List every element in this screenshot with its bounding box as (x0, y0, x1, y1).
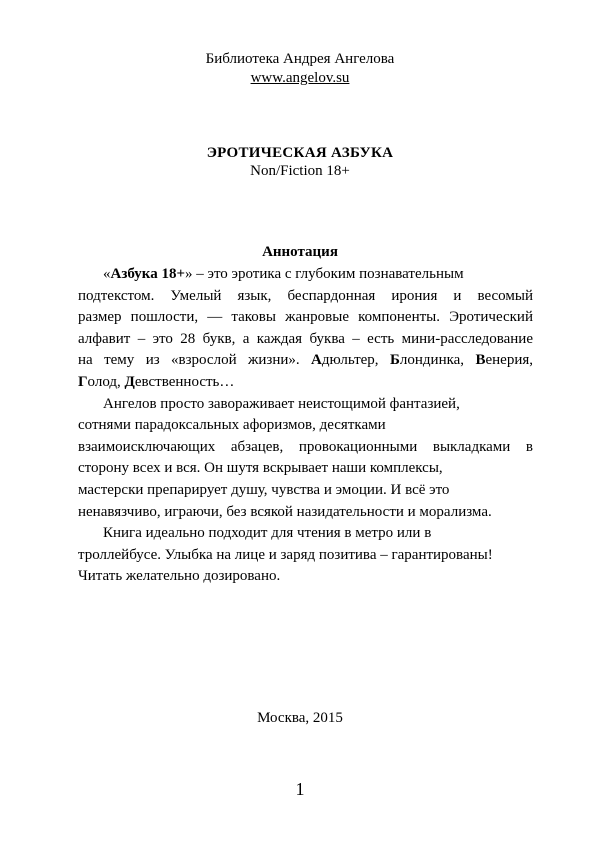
initial-letter-bold: Д (124, 373, 135, 390)
page-number: 1 (295, 779, 305, 799)
text-line: подтекстом. Умелый язык, беспардонная ирония и весомый (78, 287, 533, 304)
text-span: лондинка, (399, 352, 476, 369)
initial-letter-bold: Б (389, 352, 400, 369)
text-line: сотнями парадоксальных афоризмов, десятками (78, 417, 386, 434)
text-span: дюльтер, (321, 352, 390, 369)
text-line: взаимоисключающих абзацев, провокационными выкладками в (78, 438, 533, 455)
text-line: Читать желательно дозировано. (78, 568, 281, 585)
text-span: олод, (87, 373, 125, 390)
text-line (78, 350, 533, 372)
book-title: ЭРОТИЧЕСКАЯ АЗБУКА (206, 145, 394, 161)
text-span: енерия, (485, 352, 534, 369)
text-line: ненавязчиво, играючи, без всякой назидательности и морализма. (78, 503, 492, 520)
quote-open: « (103, 266, 111, 282)
paragraph-2 (78, 394, 533, 524)
initial-letter-bold: Г (78, 373, 88, 390)
text-line: мастерски препарирует душу, чувства и эмоции. И всё это (78, 481, 450, 498)
text-line: сторону всех и вся. Он шутя вскрывает наши комплексы, (78, 460, 443, 477)
annotation-body (78, 264, 533, 588)
text-line: размер пошлости, — таковы жанровые компоненты. Эротический (78, 309, 533, 326)
initial-letter-bold: В (475, 352, 486, 369)
book-subtitle: Non/Fiction 18+ (250, 163, 350, 179)
website-link[interactable]: www.angelov.su (250, 70, 350, 86)
paragraph-3 (78, 523, 533, 588)
text-line: алфавит – это 28 букв, а каждая буква – есть мини-расследование (78, 330, 533, 347)
text-line: Ангелов просто завораживает неистощимой фантазией, (103, 395, 460, 412)
text-line: троллейбусе. Улыбка на лице и заряд позитива – гарантированы! (78, 546, 493, 563)
text-span: евственность… (134, 373, 235, 390)
book-name-bold: Азбука 18+ (110, 266, 186, 282)
text-line (78, 372, 533, 394)
text-span: на тему из «взрослой жизни». (78, 352, 312, 369)
initial-letter-bold: А (311, 352, 322, 369)
publication-place-year: Москва, 2015 (257, 710, 343, 726)
paragraph-1 (78, 264, 533, 394)
text-line (78, 264, 533, 286)
text-line: Книга идеально подходит для чтения в метро или в (103, 525, 432, 542)
text-span: » – это эротика с глубоким познавательным (185, 266, 464, 282)
library-name: Библиотека Андрея Ангелова (205, 51, 395, 67)
annotation-heading: Аннотация (262, 244, 338, 260)
